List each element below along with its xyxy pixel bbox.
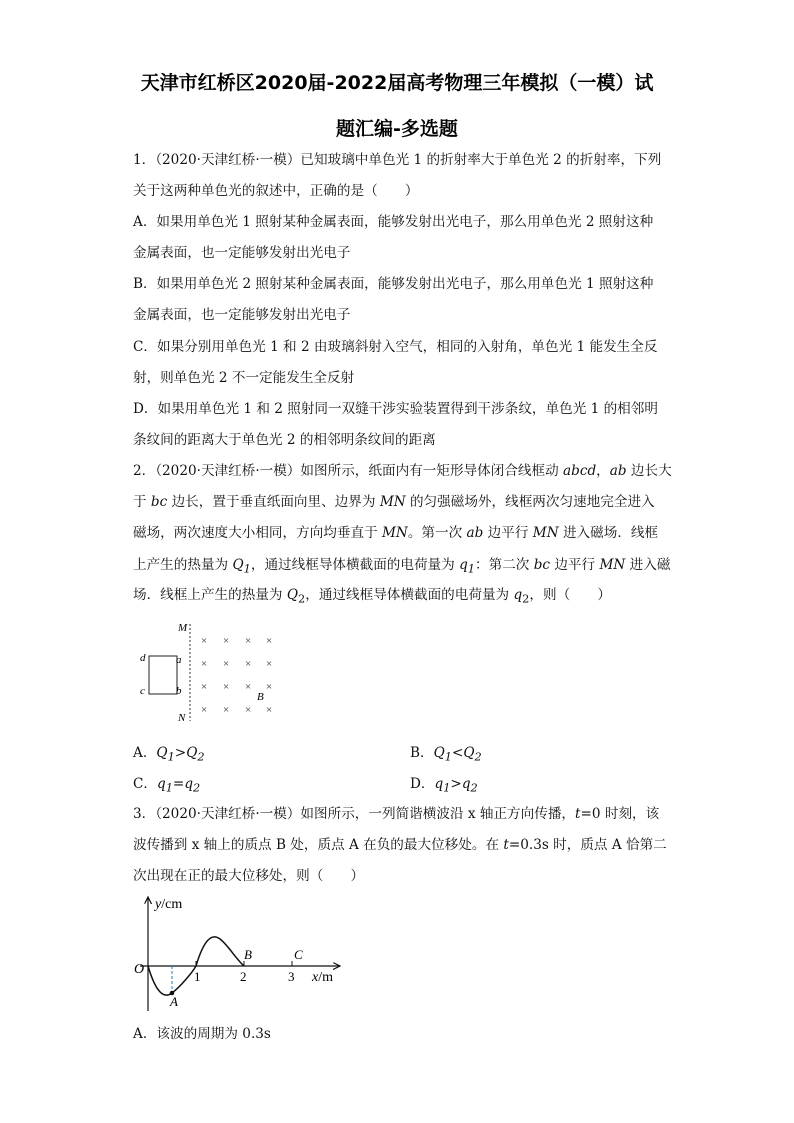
q3-stem-line3: 次出现在正的最大位移处，则（ ） — [133, 868, 365, 884]
q1-option-c-line1: C．如果分别用单色光 1 和 2 由玻璃斜射入空气，相同的入射角，单色光 1 能发生全反 — [133, 339, 658, 355]
point-b-label: B — [244, 947, 252, 962]
q3-stem-line1: 3．（2020·天津红桥·一模）如图所示，一列简谐横波沿 x 轴正方向传播，t=0 时刻，该 — [133, 806, 660, 822]
q3-wave-figure — [130, 893, 350, 1015]
svg-text:×: × — [201, 681, 208, 693]
wire-frame — [149, 656, 177, 694]
q1-option-a-line1: A．如果用单色光 1 照射某种金属表面，能够发射出光电子，那么用单色光 2 照射这种 — [133, 214, 654, 230]
y-axis-label: y/cm — [155, 897, 183, 912]
svg-text:×: × — [245, 658, 252, 670]
q3-option-a: A．该波的周期为 0.3s — [133, 1026, 271, 1042]
svg-text:×: × — [266, 704, 273, 716]
q2-stem-line1: 2．（2020·天津红桥·一模）如图所示，纸面内有一矩形导体闭合线框动 abcd，ab 边长大 — [133, 463, 672, 479]
label-d: d — [140, 652, 146, 664]
document-title-line2: 题汇编-多选题 — [336, 118, 458, 140]
q2-stem-line2: 于 bc 边长，置于垂直纸面向里、边界为 MN 的匀强磁场外，线框两次匀速地完全进入 — [133, 494, 655, 510]
svg-text:×: × — [266, 658, 273, 670]
label-b: b — [176, 685, 182, 697]
q2-stem-line5: 场．线框上产生的热量为 $Q_2$，通过线框导体横截面的电荷量为 $q_2$，则（ ） — [133, 587, 611, 606]
q2-option-c: C．$q_1=q_2$ — [133, 776, 201, 795]
document-title-line1: 天津市红桥区2020届-2022届高考物理三年模拟（一模）试 — [140, 72, 654, 94]
q1-option-a-line2: 金属表面，也一定能够发射出光电子 — [133, 245, 351, 261]
svg-text:×: × — [245, 681, 252, 693]
q2-option-a: A．$Q_1>Q_2$ — [133, 745, 205, 764]
q3-stem-line2: 波传播到 x 轴上的质点 B 处，质点 A 在负的最大位移处。在 t=0.3s 时，质点 A 恰第二 — [133, 837, 667, 853]
origin-label: O — [134, 962, 145, 977]
label-a: a — [176, 654, 182, 666]
q1-option-b-line2: 金属表面，也一定能够发射出光电子 — [133, 307, 351, 323]
q2-option-d: D．$q_1>q_2$ — [410, 776, 478, 795]
svg-text:×: × — [245, 704, 252, 716]
svg-text:×: × — [223, 635, 230, 647]
q2-option-b: B．$Q_1<Q_2$ — [410, 745, 482, 764]
label-c: c — [140, 685, 145, 697]
svg-text:×: × — [223, 681, 230, 693]
svg-text:×: × — [266, 681, 273, 693]
svg-text:×: × — [201, 658, 208, 670]
svg-text:×: × — [201, 635, 208, 647]
point-a-label: A — [170, 994, 178, 1009]
label-N: N — [178, 712, 186, 724]
x-tick-1: 1 — [194, 969, 201, 984]
q1-option-d-line1: D．如果用单色光 1 和 2 照射同一双缝干涉实验装置得到干涉条纹，单色光 1 的相邻明 — [133, 401, 658, 417]
q1-option-b-line1: B．如果用单色光 2 照射某种金属表面，能够发射出光电子，那么用单色光 1 照射这种 — [133, 276, 654, 292]
point-c-label: C — [294, 947, 303, 962]
q1-option-d-line2: 条纹间的距离大于单色光 2 的相邻明条纹间的距离 — [133, 432, 436, 448]
svg-text:×: × — [245, 635, 252, 647]
q2-magnetic-field-figure — [132, 618, 292, 728]
svg-text:×: × — [201, 704, 208, 716]
label-B-field: B — [257, 691, 264, 703]
svg-text:×: × — [266, 635, 273, 647]
x-tick-2: 2 — [240, 969, 247, 984]
q2-stem-line4: 上产生的热量为 $Q_1$，通过线框导体横截面的电荷量为 $q_1$：第二次 bc 边平行 MN 进入磁 — [133, 557, 671, 576]
x-tick-3: 3 — [288, 969, 295, 984]
q2-stem-line3: 磁场，两次速度大小相同，方向均垂直于 MN。第一次 ab 边平行 MN 进入磁场．线框 — [133, 525, 659, 541]
q1-stem-line1: 1．（2020·天津红桥·一模）已知玻璃中单色光 1 的折射率大于单色光 2 的折射率，下列 — [133, 152, 662, 168]
svg-text:×: × — [223, 658, 230, 670]
x-axis-label: x/m — [312, 970, 333, 985]
field-crosses — [201, 635, 272, 716]
svg-text:×: × — [223, 704, 230, 716]
q1-option-c-line2: 射，则单色光 2 不一定能发生全反射 — [133, 370, 355, 386]
label-M: M — [178, 622, 188, 634]
q1-stem-line2: 关于这两种单色光的叙述中，正确的是（ ） — [133, 183, 419, 199]
